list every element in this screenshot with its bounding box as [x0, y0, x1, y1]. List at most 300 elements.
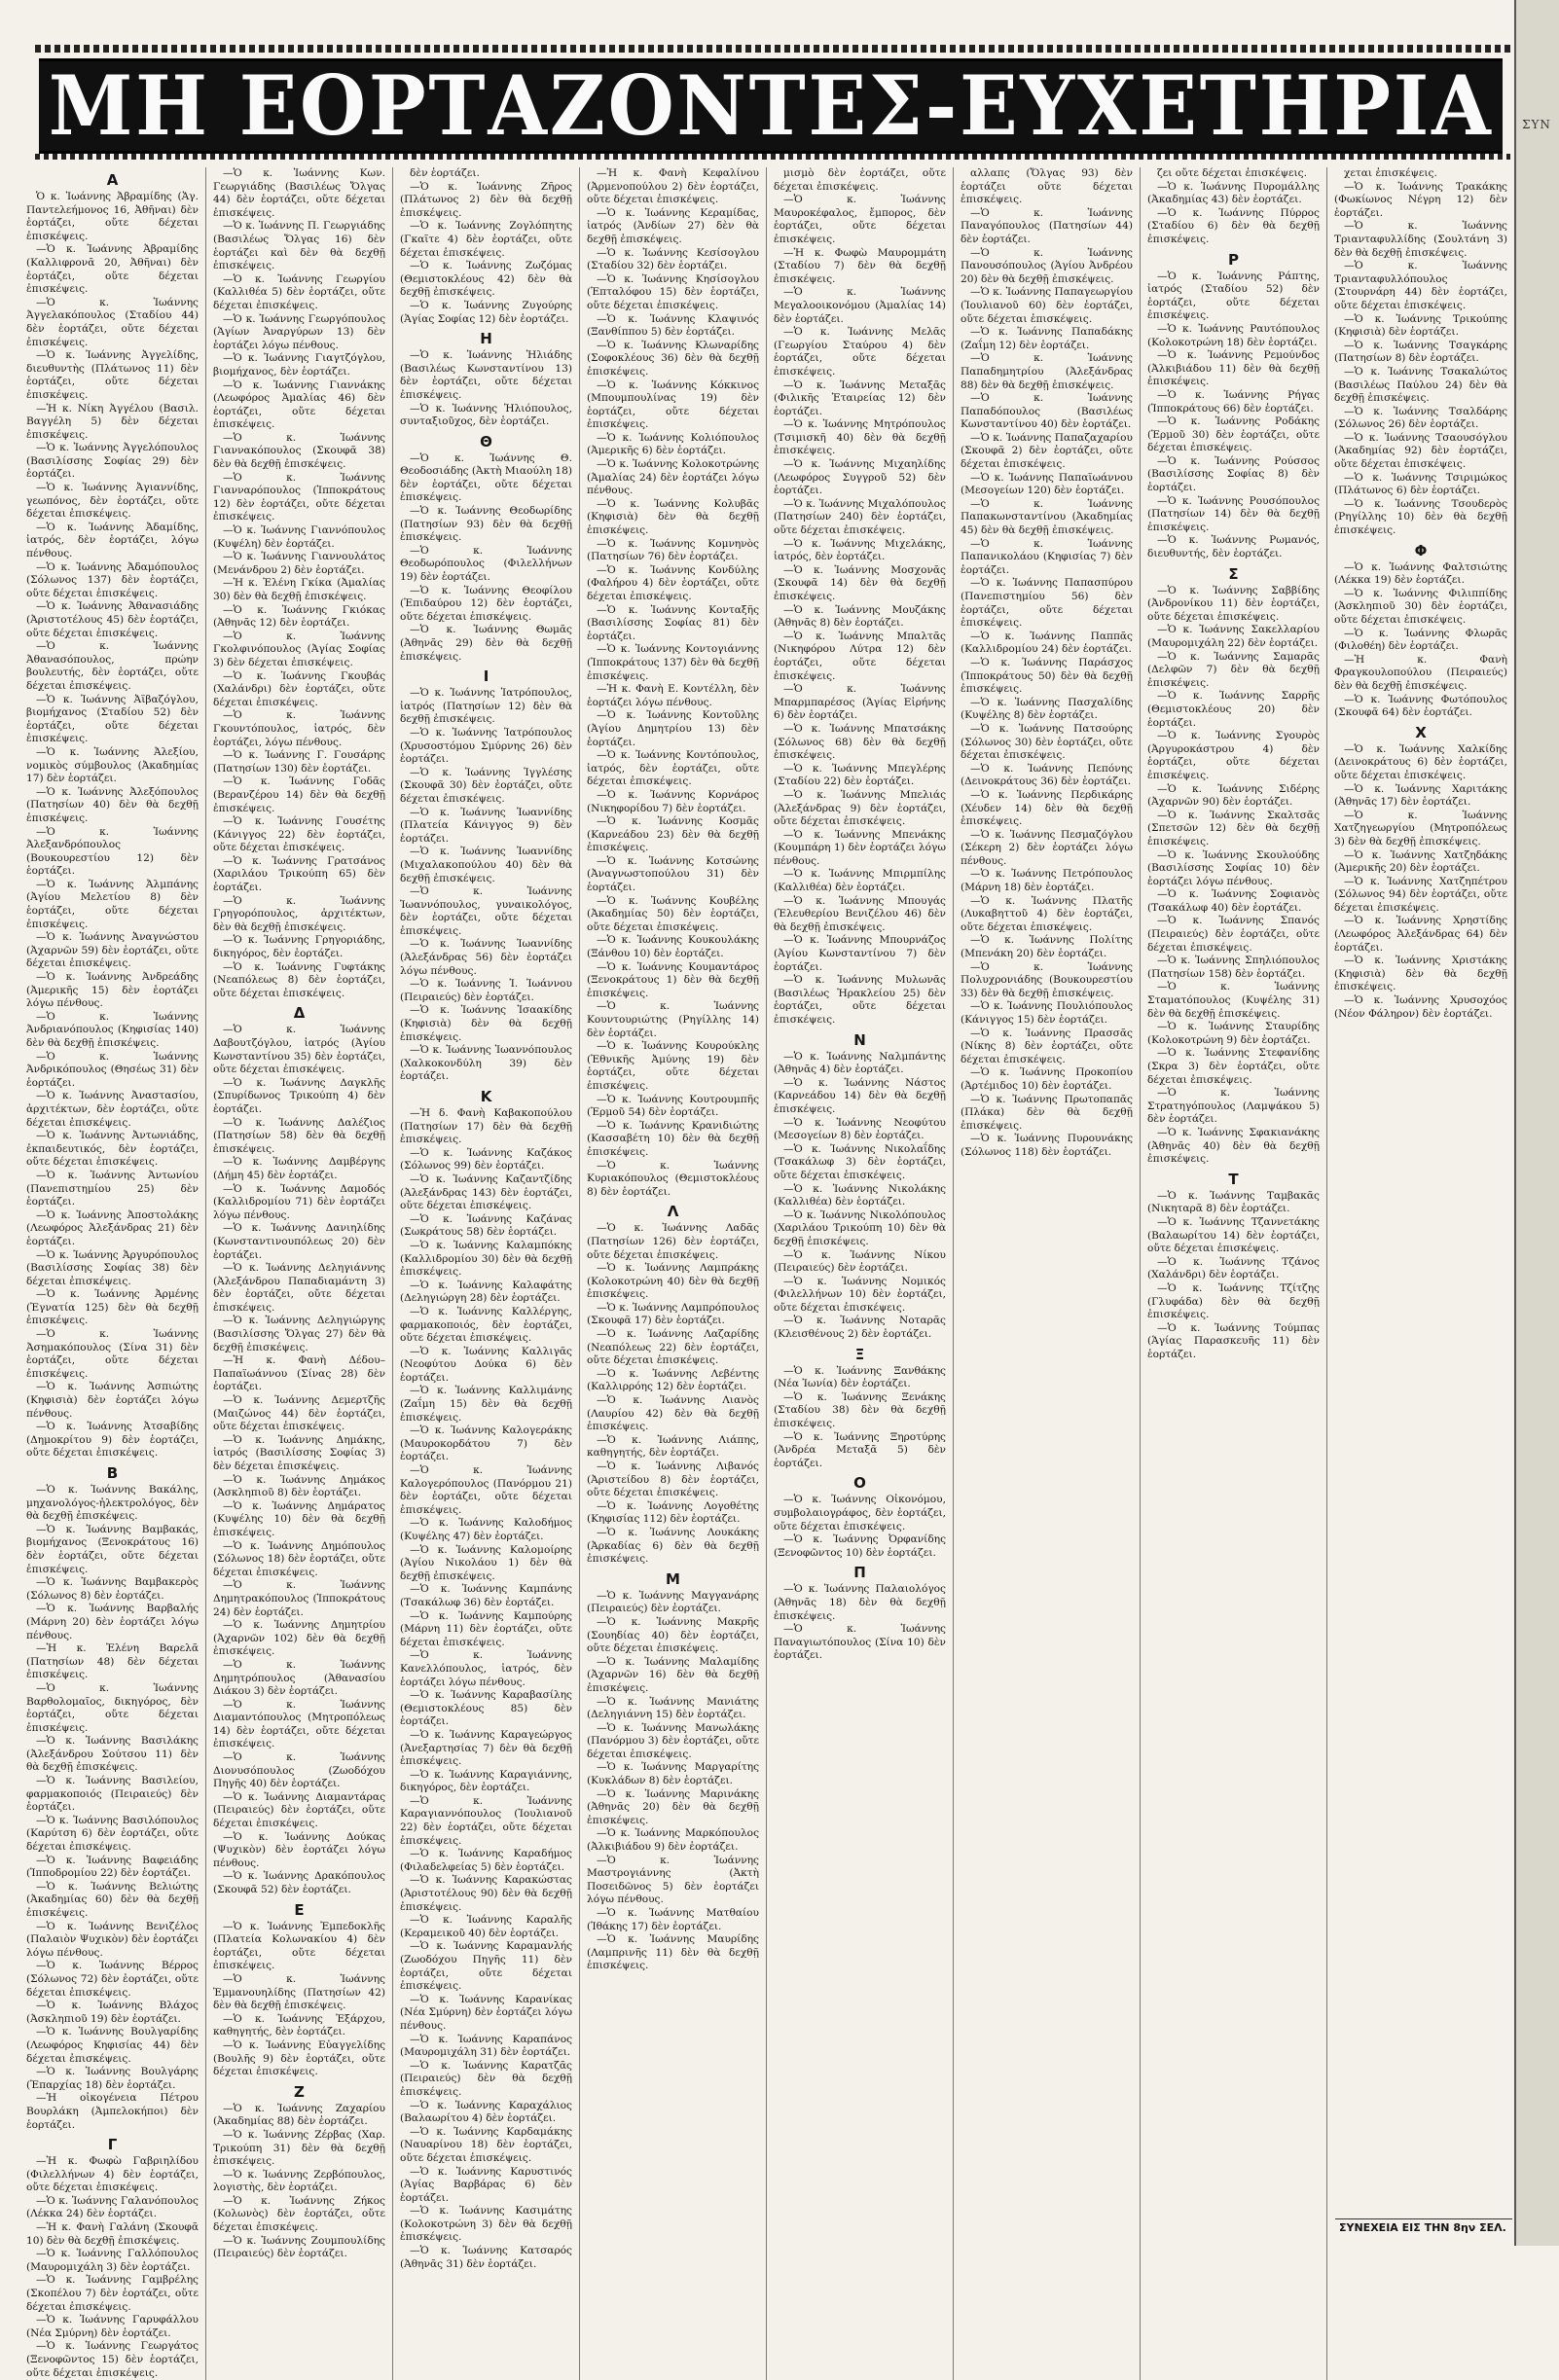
notice-entry: —Ὁ κ. Ἰωάννης Ρήγας (Ἱπποκράτους 66) δὲν ἑορτάζει. — [1147, 388, 1320, 415]
notice-entry: —Ὁ κ. Ἰωάννης Δαμβέργης (Δήμη 45) δὲν ἑορτάζει. — [213, 1156, 385, 1181]
notice-entry: —Ὁ κ. Ἰωάννης Καμπάνης (Τσακάλωφ 36) δὲν ἑορτάζει. — [400, 1583, 572, 1608]
notice-entry: —Ὁ κ. Ἰωάννης Δαλέζιος (Πατησίων 58) δὲν θὰ δεχθῇ ἐπισκέψεις. — [213, 1116, 385, 1155]
notice-entry: —Ὁ κ. Ἰωάννης Ἐμμανουηλίδης (Πατησίων 42) δὲν θὰ δεχθῇ ἐπισκέψεις. — [213, 1972, 385, 2012]
notice-entry: —Ὁ κ. Ἰωάννης Μπαρμπαρέσος (Ἁγίας Εἰρήνης 6) δὲν ἑορτάζει. — [774, 683, 946, 722]
notice-entry: —Ὁ κ. Ἰωάννης Ἀνδρικόπουλος (Θησέως 31) δὲν ἑορτάζει. — [26, 1050, 199, 1089]
notice-entry: —Ἡ κ. Ἑλένη Γκίκα (Ἀμαλίας 30) δὲν θὰ δεχθῇ ἐπισκέψεις. — [213, 577, 385, 602]
notice-entry: —Ὁ κ. Ἰωάννης Θεοδωρίδης (Πατησίων 93) δὲν θὰ δεχθῇ ἐπισκέψεις. — [400, 505, 572, 544]
notice-entry: —Ὁ κ. Ἰωάννης Σκαλτσᾶς (Σπετσῶν 12) δὲν θὰ δεχθῇ ἐπισκέψεις. — [1147, 809, 1320, 847]
notice-entry: —Ὁ κ. Ἰωάννης Θωμᾶς (Ἀθηνᾶς 29) δὲν θὰ δεχθῇ ἐπισκέψεις. — [400, 624, 572, 663]
notice-entry: —Ὁ κ. Ἰωάννης Μελᾶς (Γεωργίου Σταύρου 4) δὲν ἑορτάζει, οὔτε δέχεται ἐπισκέψεις. — [774, 326, 946, 378]
notice-entry: Ὁ κ. Ἰωάννης Ἀβραμίδης (Ἁγ. Παντελεήμονος 16, Ἀθῆναι) δὲν ἑορτάζει, οὔτε δέχεται ἐπισκέψεις. — [26, 191, 199, 242]
notice-entry: —Ὁ κ. Ἰωάννης Τσαλδάρης (Σόλωνος 26) δὲν ἑορτάζει. — [1334, 405, 1507, 431]
notice-entry: —Ὁ κ. Ἰωάννης Σπανός (Πειραιεύς) δὲν ἑορτάζει, οὔτε δέχεται ἐπισκέψεις. — [1147, 915, 1320, 954]
notice-entry: —Ὁ κ. Ἰωάννης Εὐαγγελίδης (Βουλῆς 9) δὲν ἑορτάζει, οὔτε δέχεται ἐπισκέψεις. — [213, 2038, 385, 2078]
notice-entry: —Ὁ κ. Ἰωάννης Μαυροκέφαλος, ἔμπορος, δὲν ἑορτάζει, οὔτε δέχεται ἐπισκέψεις. — [774, 194, 946, 245]
notice-entry: —Ὁ κ. Ἰωάννης Κουτρουμπῆς (Ἐρμοῦ 54) δὲν ἑορτάζει. — [587, 1093, 759, 1119]
notice-entry: —Ὁ κ. Ἰωάννης Δημητρόπουλος (Ἀθανασίου Διάκου 3) δὲν ἑορτάζει. — [213, 1658, 385, 1698]
notice-entry: —Ὁ κ. Ἰωάννης Κουντουριώτης (Ρηγίλλης 14) δὲν ἑορτάζει. — [587, 1000, 759, 1039]
notice-entry: —Ὁ κ. Ἰωάννης Κων. Γεωργιάδης (Βασιλέως Ὄλγας 44) δὲν ἑορτάζει, οὔτε δέχεται ἐπισκέψεις. — [213, 167, 385, 219]
notice-entry: —Ὁ κ. Ἰωάννης Ρούσσος (Βασιλίσσης Σοφίας 8) δὲν ἑορτάζει. — [1147, 454, 1320, 494]
notice-entry: —Ὁ κ. Ἰωάννης Γρηγορόπουλος, ἀρχιτέκτων, δὲν θὰ δεχθῇ ἐπισκέψεις. — [213, 894, 385, 933]
notice-entry: —Ὁ κ. Ἰωάννης Βαμβακερὸς (Σόλωνος 8) δὲν ἑορτάζει. — [26, 1576, 199, 1602]
notice-entry: —Ὁ κ. Ἰωάννης Παναγιωτόπουλος (Σίνα 10) δὲν ἑορτάζει. — [774, 1623, 946, 1662]
notice-entry: —Ὁ κ. Ἰωάννης Γαμβρέλης (Σκοπέλου 7) δὲν ἑορτάζει, οὔτε δέχεται ἐπισκέψεις. — [26, 2274, 199, 2313]
notice-entry: —Ὁ κ. Ἰωάννης Βαφειάδης (Ἱπποδρομίου 22) δὲν ἑορτάζει. — [26, 1854, 199, 1880]
notice-entry: —Ὁ κ. Ἰωάννης Ἀδαμόπουλος (Σόλωνος 137) δὲν ἑορτάζει, οὔτε δέχεται ἐπισκέψεις. — [26, 560, 199, 599]
notice-entry: —Ὁ κ. Ἰωάννης Χαλκίδης (Δεινοκράτους 6) δὲν ἑορτάζει, οὔτε δέχεται ἐπισκέψεις. — [1334, 742, 1507, 781]
notice-entry: —Ὁ κ. Ἰωάννης Ἀλεξανδρόπουλος (Βουκουρεστίου 12) δὲν ἑορτάζει. — [26, 825, 199, 878]
notice-entry: —Ὁ κ. Ἰωάννης Μπελιάς (Ἀλεξάνδρας 9) δὲν ἑορτάζει, οὔτε δέχεται ἐπισκέψεις. — [774, 788, 946, 828]
notice-entry: —Ὁ κ. Ἰωάννης Πύρρος (Σταδίου 6) δὲν θὰ δεχθῇ ἐπισκέψεις. — [1147, 206, 1320, 245]
notice-entry: —Ὁ κ. Ἰωάννης Χατζηπέτρου (Σόλωνος 94) δὲν ἑορτάζει, οὔτε δέχεται ἐπισκέψεις. — [1334, 875, 1507, 914]
notice-entry: —Ὁ κ. Ἰωάννης Τριανταφυλλίδης (Σουλτάνη 3) δὲν θὰ δεχθῇ ἐπισκέψεις. — [1334, 220, 1507, 259]
notice-entry: μισμὸ δὲν ἑορτάζει, οὔτε δέχεται ἐπισκέψεις. — [774, 167, 946, 193]
notice-entry: αλλαπς (Ὄλγας 93) δὲν ἑορτάζει οὔτε δέχεται ἐπισκέψεις. — [961, 167, 1133, 206]
notice-entry: —Ὁ κ. Ἰωάννης Καλαφάτης (Δεληγιώργη 28) δὲν ἑορτάζει. — [400, 1279, 572, 1305]
notice-entry: —Ὁ κ. Ἰωάννης Λαδᾶς (Πατησίων 126) δὲν ἑορτάζει, οὔτε δέχεται ἐπισκέψεις. — [587, 1222, 759, 1261]
notice-entry: —Ὁ κ. Ἰωάννης Παπαδόπουλος (Βασιλέως Κωνσταντίνου 40) δὲν ἑορτάζει. — [961, 392, 1133, 431]
notice-entry: —Ὁ κ. Ἰωάννης Καρανίκας (Νέα Σμύρνη) δὲν ἑορτάζει λόγω πένθους. — [400, 1993, 572, 2032]
notice-entry: —Ὁ κ. Ἰωάννης Βασιλόπουλος (Καρύτση 6) δὲν ἑορτάζει, οὔτε δέχεται ἐπισκέψεις. — [26, 1814, 199, 1854]
notice-entry: —Ὁ κ. Ἰωάννης Λαζαρίδης (Νεαπόλεως 22) δὲν ἑορτάζει, οὔτε δέχεται ἐπισκέψεις. — [587, 1328, 759, 1367]
notice-entry: —Ὁ κ. Ἰωάννης Κυριακόπουλος (Θεμιστοκλέους 8) δὲν ἑορτάζει. — [587, 1159, 759, 1198]
notice-entry: —Ὁ κ. Ἰωάννης Ἰσαακίδης (Κηφισιὰ) δὲν θὰ δεχθῇ ἐπισκέψεις. — [400, 1004, 572, 1043]
notice-entry: —Ὁ κ. Ἰωάννης Διονυσόπουλος (Ζωοδόχου Πηγῆς 40) δὲν ἑορτάζει. — [213, 1751, 385, 1790]
text-column — [580, 167, 767, 2380]
text-column — [767, 167, 954, 2380]
notice-entry: —Ὁ κ. Ἰωάννης Βαμβακάς, βιομήχανος (Ξενοκράτους 16) δὲν ἑορτάζει, οὔτε δέχεται ἐπισκέψεις. — [26, 1523, 199, 1575]
notice-entry: —Ὁ κ. Ἰωάννης Πετρόπουλος (Μάρνη 18) δὲν ἑορτάζει. — [961, 868, 1133, 894]
notice-entry: —Ὁ κ. Ἰωάννης Χρυσοχόος (Νέον Φάληρον) δὲν ἑορτάζει. — [1334, 994, 1507, 1020]
notice-entry: —Ὁ κ. Ἰωάννης Ἀγγελόπουλος (Βασιλίσσης Σοφίας 29) δὲν ἑορτάζει. — [26, 442, 199, 481]
notice-entry: —Ὁ κ. Ἰωάννης Μανιάτης (Δεληγιάννη 15) δὲν ἑορτάζει. — [587, 1695, 759, 1721]
notice-entry: —Ὁ κ. Ἰωάννης Ματθαίου (Ἰθάκης 17) δὲν ἑορτάζει. — [587, 1907, 759, 1932]
notice-entry: —Ὁ κ. Ἰωάννης Πεπόνης (Δεινοκράτους 36) δὲν ἑορτάζει. — [961, 762, 1133, 788]
notice-entry: —Ὁ κ. Ἰωάννης Ἰ. Ἰωάννου (Πειραιεύς) δὲν ἑορτάζει. — [400, 978, 572, 1003]
notice-entry: —Ὁ κ. Ἰωάννης Πλατῆς (Λυκαβηττοῦ 4) δὲν ἑορτάζει, οὔτε δέχεται ἐπισκέψεις. — [961, 894, 1133, 933]
notice-entry: —Ἡ κ. Φανὴ Γαλάνη (Σκουφᾶ 10) δὲν θὰ δεχθῇ ἐπισκέψεις. — [26, 2221, 199, 2247]
notice-entry: —Ὁ κ. Ἰωάννης Ζήκος (Κολωνὸς) δὲν ἑορτάζει, οὔτε δέχεται ἐπισκέψεις. — [213, 2194, 385, 2234]
notice-entry: —Ὁ κ. Ἰωάννης Κουμαντάρος (Ξενοκράτους 1) δὲν θὰ δεχθῇ ἐπισκέψεις. — [587, 960, 759, 999]
notice-entry: —Ὁ κ. Ἰωάννης Γρηγοριάδης, δικηγόρος, δὲν ἑορτάζει. — [213, 934, 385, 960]
notice-entry: —Ὁ κ. Ἰωάννης Ναλμπάντης (Ἀθηνᾶς 4) δὲν ἑορτάζει. — [774, 1050, 946, 1076]
notice-entry: —Ὁ κ. Ἰωάννης Δημάκος (Ἀσκληπιοῦ 8) δὲν ἑορτάζει. — [213, 1473, 385, 1499]
notice-entry: —Ὁ κ. Ἰωάννης Μητρόπουλος (Τσιμισκῆ 40) δὲν θὰ δεχθῇ ἐπισκέψεις. — [774, 418, 946, 457]
notice-entry: —Ὁ κ. Ἰωάννης Κουκουλάκης (Ξάνθου 10) δὲν ἑορτάζει. — [587, 934, 759, 960]
notice-entry: —Ὁ κ. Ἰωάννης Μαλαμίδης (Ἀχαρνῶν 16) δὲν θὰ δεχθῇ ἐπισκέψεις. — [587, 1655, 759, 1694]
notice-entry: —Ὁ κ. Ἰωάννης Πρωτοπαπᾶς (Πλάκα) δὲν θὰ δεχθῇ ἐπισκέψεις. — [961, 1093, 1133, 1132]
notice-entry: —Ὁ κ. Ἰωάννης Καραμανλής (Ζωοδόχου Πηγῆς 11) δὲν ἑορτάζει, οὔτε δέχεται ἐπισκέψεις. — [400, 1940, 572, 1993]
notice-entry: —Ὁ κ. Ἰωάννης Γκουβάς (Χαλάνδρι) δὲν ἑορτάζει, οὔτε δέχεται ἐπισκέψεις. — [213, 669, 385, 708]
notice-entry: —Ὁ κ. Ἰωάννης Δούκας (Ψυχικὸν) δὲν ἑορτάζει λόγω πένθους. — [213, 1830, 385, 1869]
notice-entry: —Ὁ κ. Ἰωάννης Ἀλμπάνης (Ἀγίου Μελετίου 8) δὲν ἑορτάζει, οὔτε δέχεται ἐπισκέψεις. — [26, 878, 199, 930]
notice-entry: —Ὁ κ. Ἰωάννης Κατσαρός (Ἀθηνᾶς 31) δὲν ἑορτάζει. — [400, 2245, 572, 2270]
notice-entry: —Ὁ κ. Ἰωάννης Γιαγτζόγλου, βιομήχανος, δὲν ἑορτάζει. — [213, 352, 385, 378]
notice-entry: —Ὁ κ. Ἰωάννης Μαργαρίτης (Κυκλάδων 8) δὲν ἑορτάζει. — [587, 1761, 759, 1787]
section-letter: Τ — [1228, 1170, 1239, 1188]
notice-entry: —Ἡ κ. Φανὴ Ε. Κοντέλλη, δὲν ἑορτάζει λόγω πένθους. — [587, 683, 759, 708]
notice-entry: δὲν ἑορτάζει. — [410, 167, 480, 179]
notice-entry: —Ὁ κ. Ἰωάννης Μεταξᾶς (Φιλικῆς Ἑταιρείας 12) δὲν ἑορτάζει. — [774, 379, 946, 417]
notice-entry: —Ὁ κ. Ἰωάννης Τριανταφυλλόπουλος (Στουρνάρη 44) δὲν ἑορτάζει, οὔτε δέχεται ἐπισκέψεις. — [1334, 260, 1507, 311]
notice-entry: —Ὁ κ. Ἰωάννης Ἀντωνιάδης, ἐκπαιδευτικός, δὲν ἑορτάζει, οὔτε δέχεται ἐπισκέψεις. — [26, 1130, 199, 1169]
notice-entry: —Ὁ κ. Ἰωάννης Ζερβόπουλος, λογιστὴς, δὲν ἑορτάζει. — [213, 2168, 385, 2194]
notice-entry: —Ὁ κ. Ἰωάννης Κασιμάτης (Κολοκοτρώνη 3) δὲν θὰ δεχθῇ ἐπισκέψεις. — [400, 2205, 572, 2244]
notice-entry: —Ὁ κ. Ἰωάννης Ἀϊβαζόγλου, βιομήχανος (Σταδίου 52) δὲν ἑορτάζει, οὔτε δέχεται ἐπισκέψεις. — [26, 693, 199, 745]
notice-entry: —Ὁ κ. Ἰωάννης Μαστρογιάννης (Ἀκτὴ Ποσειδῶνος 5) δὲν ἑορτάζει λόγω πένθους. — [587, 1854, 759, 1906]
notice-entry: —Ὁ κ. Ἰωάννης Ἀτσαβίδης (Δημοκρίτου 9) δὲν ἑορτάζει, οὔτε δέχεται ἐπισκέψεις. — [26, 1421, 199, 1460]
notice-entry: —Ὁ κ. Ἰωάννης Ἀναστασίου, ἀρχιτέκτων, δὲν ἑορτάζει, οὔτε δέχεται ἐπισκέψεις. — [26, 1090, 199, 1129]
notice-entry: —Ὁ κ. Ἰωάννης Κουρούκλης (Ἐθνικῆς Ἀμύνης 19) δὲν ἑορτάζει, οὔτε δέχεται ἐπισκέψεις. — [587, 1040, 759, 1092]
notice-entry: —Ὁ κ. Ἰωάννης Ταμβακᾶς (Νικηταρᾶ 8) δὲν ἑορτάζει. — [1147, 1189, 1320, 1215]
notice-entry: —Ὁ κ. Ἰωάννης Βασιλάκης (Ἀλεξάνδρου Σούτσου 11) δὲν θὰ δεχθῇ ἐπισκέψεις. — [26, 1735, 199, 1774]
notice-entry: —Ὁ κ. Ἰωάννης Πεσμαζόγλου (Σέκερη 2) δὲν ἑορτάζει λόγω πένθους. — [961, 828, 1133, 867]
notice-entry: —Ὁ κ. Ἰωάννης Ζωζόμας (Θεμιστοκλέους 42) δὲν θὰ δεχθῇ ἐπισκέψεις. — [400, 260, 572, 299]
notice-entry: —Ὁ κ. Ἰωάννης Παράσχος (Ἱπποκράτους 50) δὲν θὰ δεχθῇ ἐπισκέψεις. — [961, 656, 1133, 696]
notice-entry: —Ὁ κ. Ἰωάννης Λουκάκης (Ἀρκαδίας 6) δὲν θὰ δεχθῇ ἐπισκέψεις. — [587, 1526, 759, 1566]
page-title: ΜΗ ΕΟΡΤΑΖΟΝΤΕΣ-ΕΥΧΕΤΗΡΙΑ — [48, 57, 1494, 154]
notice-entry: —Ὁ κ. Ἰωάννης Λεβέντης (Καλλιρρόης 12) δὲν ἑορτάζει. — [587, 1367, 759, 1393]
notice-entry: —Ὁ κ. Ἰωάννης Σιδέρης (Ἀχαρνῶν 90) δὲν ἑορτάζει. — [1147, 782, 1320, 809]
notice-entry: —Ὁ κ. Ἰωάννης Κόκκινος (Μπουμπουλίνας 19) δὲν ἑορτάζει, οὔτε δέχεται ἐπισκέψεις. — [587, 379, 759, 431]
notice-entry: —Ὁ κ. Ἰωάννης Δημητρακόπουλος (Ἱπποκράτους 24) δὲν ἑορτάζει. — [213, 1579, 385, 1618]
notice-entry: —Ὁ κ. Ἰωάννης Οἰκονόμου, συμβολαιογράφος, δὲν ἑορτάζει, οὔτε δέχεται ἐπισκέψεις. — [774, 1494, 946, 1533]
notice-entry: —Ὁ κ. Ἰωάννης Ἀγγελίδης, διευθυντὴς (Πλάτωνος 11) δὲν ἑορτάζει, οὔτε δέχεται ἐπισκέψεις. — [26, 349, 199, 401]
notice-entry: —Ὁ κ. Ἰωάννης Ἰωαννίδης (Πλατεία Κάνιγγος 9) δὲν ἑορτάζει. — [400, 806, 572, 845]
notice-entry: —Ὁ κ. Ἰωάννης Μπουγάς (Ἐλευθερίου Βενιζέλου 46) δὲν θὰ δεχθῇ ἐπισκέψεις. — [774, 894, 946, 933]
notice-entry: —Ὁ κ. Ἰωάννης Τσουδερὸς (Ρηγίλλης 10) δὲν θὰ δεχθῇ ἐπισκέψεις. — [1334, 497, 1507, 537]
notice-entry: —Ὁ κ. Ἰωάννης Κουβέλης (Ἀκαδημίας 50) δὲν ἑορτάζει, οὔτε δέχεται ἐπισκέψεις. — [587, 894, 759, 933]
notice-entry: —Ὁ κ. Ἰωάννης Καλοδήμος (Κυψέλης 47) δὲν ἑορτάζει. — [400, 1517, 572, 1542]
notice-entry: χεται ἐπισκέψεις. — [1344, 167, 1437, 179]
notice-entry: —Ὁ κ. Ἰωάννης Θ. Θεοδοσιάδης (Ἀκτὴ Μιαούλη 18) δὲν ἑορτάζει, οὔτε δέχεται ἐπισκέψεις. — [400, 451, 572, 504]
notice-entry: —Ὁ κ. Ἰωάννης Ἀβραμίδης (Καλλιφρονᾶ 20, Ἀθῆναι) δὲν ἑορτάζει, οὔτε δέχεται ἐπισκέψεις. — [26, 243, 199, 296]
notice-entry: —Ὁ κ. Ἰωάννης Χατζηγεωργίου (Μητροπόλεως 3) δὲν θὰ δεχθῇ ἐπισκέψεις. — [1334, 809, 1507, 847]
text-column — [1327, 167, 1514, 2380]
notice-entry: —Ὁ κ. Ἰωάννης Σαμαρᾶς (Δελφῶν 7) δὲν θὰ δεχθῇ ἐπισκέψεις. — [1147, 650, 1320, 689]
notice-entry: —Ὁ κ. Ἰωάννης Τούμπας (Ἁγίας Παρασκευῆς 11) δὲν ἑορτάζει. — [1147, 1321, 1320, 1360]
notice-entry: —Ὁ κ. Ἰωάννης Ἀντωνίου (Πανεπιστημίου 25) δὲν ἑορτάζει. — [26, 1169, 199, 1208]
notice-entry: —Ὁ κ. Ἰωάννης Παπαϊωάννου (Μεσογείων 120) δὲν ἑορτάζει. — [961, 471, 1133, 497]
text-column — [1141, 167, 1327, 2380]
notice-entry: —Ὁ κ. Ἰωάννης Ἀνδριανόπουλος (Κηφισίας 140) δὲν θὰ δεχθῇ ἐπισκέψεις. — [26, 1010, 199, 1049]
notice-entry: —Ὁ κ. Ἰωάννης Ἐξάρχου, καθηγητής, δὲν ἑορτάζει. — [213, 2012, 385, 2038]
section-letter: Μ — [666, 1569, 680, 1588]
notice-entry: —Ὁ κ. Ἰωάννης Τρικούπης (Κηφισιὰ) δὲν ἑορτάζει. — [1334, 312, 1507, 339]
notice-entry: —Ὁ κ. Ἰωάννης Φιλιππίδης (Ἀσκληπιοῦ 30) δὲν ἑορτάζει, οὔτε δέχεται ἐπισκέψεις. — [1334, 587, 1507, 626]
notice-entry: —Ὁ κ. Ἰωάννης Σκουλούδης (Βασιλίσσης Σοφίας 10) δὲν ἑορτάζει λόγω πένθους. — [1147, 848, 1320, 887]
notice-entry: —Ὁ κ. Ἰωάννης Φλωρᾶς (Φιλοθέη) δὲν ἑορτάζει. — [1334, 627, 1507, 653]
notice-entry: —Ὁ κ. Ἰωάννης Ἀργυρόπουλος (Βασιλίσσης Σοφίας 38) δὲν δέχεται ἐπισκέψεις. — [26, 1248, 199, 1287]
notice-entry: —Ὁ κ. Ἰωάννης Μοσχονᾶς (Σκουφᾶ 14) δὲν θὰ δεχθῇ ἐπισκέψεις. — [774, 563, 946, 602]
text-column — [393, 167, 580, 2380]
adjacent-page-edge-text: ΣΥΝ — [1522, 118, 1551, 131]
section-letter: Ρ — [1228, 250, 1239, 269]
notice-entry: —Ὁ κ. Ἰωάννης Ροδάκης (Ἑρμοῦ 30) δὲν ἑορτάζει, οὔτε δέχεται ἐπισκέψεις. — [1147, 415, 1320, 454]
notice-entry: —Ὁ κ. Ἰωάννης Ἰατρόπουλος, ἰατρός (Πατησίων 12) δὲν θὰ δεχθῇ ἐπισκέψεις. — [400, 687, 572, 726]
notice-entry: —Ὁ κ. Ἰωάννης Γρατσάνος (Χαριλάου Τρικούπη 65) δὲν ἑορτάζει. — [213, 854, 385, 894]
notice-entry: —Ὁ κ. Ἰωάννης Βενιζέλος (Παλαιὸν Ψυχικὸν) δὲν ἑορτάζει λόγω πένθους. — [26, 1920, 199, 1959]
notice-entry: —Ὁ κ. Ἰωάννης Καζάνας (Σωκράτους 58) δὲν ἑορτάζει. — [400, 1212, 572, 1239]
notice-entry: —Ὁ κ. Ἰωάννης Βακάλης, μηχανολόγος-ἠλεκτρολόγος, δὲν θὰ δεχθῇ ἐπισκέψεις. — [26, 1484, 199, 1523]
notice-entry: —Ὁ κ. Ἰωάννης Κοντόπουλος, ἰατρός, δὲν ἑορτάζει, οὔτε δέχεται ἐπισκέψεις. — [587, 749, 759, 788]
notice-entry: —Ὁ κ. Ἰωάννης Ἀναγνώστου (Ἀχαρνῶν 59) δὲν ἑορτάζει, οὔτε δέχεται ἐπισκέψεις. — [26, 931, 199, 970]
section-letter: Β — [106, 1464, 119, 1482]
notice-entry: —Ὁ κ. Ἰωάννης Νάστος (Καρνεάδου 14) δὲν θὰ δεχθῇ ἐπισκέψεις. — [774, 1076, 946, 1115]
notice-entry: —Ὁ κ. Ἰωάννης Μπατσάκης (Σόλωνος 68) δὲν θὰ δεχθῇ ἐπισκέψεις. — [774, 722, 946, 762]
notice-entry: —Ἡ κ. Φανὴ Κεφαλίνου (Ἀρμενοπούλου 2) δὲν ἑορτάζει, οὔτε δέχεται ἐπισκέψεις. — [587, 167, 759, 206]
notice-entry: —Ὁ κ. Ἰωάννης Καζάκος (Σόλωνος 99) δὲν ἑορτάζει. — [400, 1146, 572, 1172]
notice-entry: —Ὁ κ. Ἰωάννης Γαλλόπουλος (Μαυρομιχάλη 3) δὲν ἑορτάζει. — [26, 2248, 199, 2273]
notice-entry: —Ὁ κ. Ἰωάννης Καλογεράκης (Μαυροκορδάτου 7) δὲν ἑορτάζει. — [400, 1424, 572, 1463]
notice-entry: —Ὁ κ. Ἰωάννης Μπουρνάζος (Ἀγίου Κωνσταντίνου 7) δὲν ἑορτάζει. — [774, 934, 946, 973]
notice-entry: —Ὁ κ. Ἰωάννης Παππᾶς (Καλλιδρομίου 24) δὲν ἑορτάζει. — [961, 630, 1133, 656]
notice-entry: —Ὁ κ. Ἰωάννης Ἀλεξίου, νομικὸς σύμβουλος (Ἀκαδημίας 17) δὲν ἑορτάζει. — [26, 745, 199, 785]
notice-entry: —Ὁ κ. Ἰωάννης Παπασπύρου (Πανεπιστημίου 56) δὲν ἑορτάζει, οὔτε δέχεται ἐπισκέψεις. — [961, 577, 1133, 630]
notice-entry: —Ὁ κ. Ἰωάννης Πυρουνάκης (Σόλωνος 118) δὲν ἑορτάζει. — [961, 1133, 1133, 1158]
notice-entry: —Ὁ κ. Ἰωάννης Δεληγιώργης (Βασιλίσσης Ὄλγας 27) δὲν θὰ δεχθῇ ἐπισκέψεις. — [213, 1315, 385, 1353]
notice-entry: —Ὁ κ. Ἰωάννης Καραλῆς (Κεραμεικοῦ 40) δὲν ἑορτάζει. — [400, 1914, 572, 1939]
notice-entry: —Ὁ κ. Ἰωάννης Ἀδαμίδης, ἰατρός, δὲν ἑορτάζει, λόγω πένθους. — [26, 521, 199, 560]
notice-entry: —Ὁ κ. Ἰωάννης Πολυχρονιάδης (Βουκουρεστίου 33) δὲν θὰ δεχθῇ ἐπισκέψεις. — [961, 960, 1133, 999]
notice-entry: —Ὁ κ. Ἰωάννης Μανωλάκης (Πανόρμου 3) δὲν ἑορτάζει, οὔτε δέχεται ἐπισκέψεις. — [587, 1721, 759, 1760]
notice-entry: —Ὁ κ. Ἰωάννης Γκουντόπουλος, ἰατρός, δὲν ἑορτάζει, λόγω πένθους. — [213, 709, 385, 748]
notice-entry: ζει οὔτε δέχεται ἐπισκέψεις. — [1157, 167, 1307, 179]
notice-entry: —Ὁ κ. Ἰωάννης Π. Γεωργιάδης (Βασιλέως Ὄλγας 16) δὲν ἑορτάζει καὶ δὲν θὰ δεχθῇ ἐπισκέψεις. — [213, 220, 385, 272]
notice-entry: —Ὁ κ. Ἰωάννης Δαγκλῆς (Σπυρίδωνος Τρικούπη 4) δὲν ἑορτάζει. — [213, 1076, 385, 1115]
notice-entry: —Ὁ κ. Ἰωάννης Μαυρίδης (Λαμπρινῆς 11) δὲν θὰ δεχθῇ ἐπισκέψεις. — [587, 1933, 759, 1972]
notice-entry: —Ὁ κ. Ἰωάννης Ἰγγλέσης (Σκουφᾶ 30) δὲν ἑορτάζει, οὔτε δέχεται ἐπισκέψεις. — [400, 766, 572, 805]
notice-entry: —Ὁ κ. Ἰωάννης Ἀποστολάκης (Λεωφόρος Ἀλεξάνδρας 21) δὲν ἑορτάζει. — [26, 1208, 199, 1247]
notice-entry: —Ὁ κ. Ἰωάννης Διαμαντόπουλος (Μητροπόλεως 14) δὲν ἑορτάζει, οὔτε δέχεται ἐπισκέψεις. — [213, 1698, 385, 1750]
notice-entry: —Ὁ κ. Ἰωάννης Πυρομάλλης (Ἀκαδημίας 43) δὲν ἑορτάζει. — [1147, 180, 1320, 206]
section-letter: Ι — [483, 667, 489, 686]
notice-entry: —Ὁ κ. Ἰωάννης Γεωργίου (Καλλιθέα 5) δὲν ἑορτάζει, οὔτε δέχεται ἐπισκέψεις. — [213, 272, 385, 311]
notice-entry: —Ὁ κ. Ἰωάννης Ρουσόπουλος (Πατησίων 14) δὲν θὰ δεχθῇ ἐπισκέψεις. — [1147, 494, 1320, 533]
notice-entry: —Ὁ κ. Ἰωάννης Γιαννουλάτος (Μενάνδρου 2) δὲν ἑορτάζει. — [213, 551, 385, 576]
notice-entry: —Ὁ κ. Ἰωάννης Κολυβᾶς (Κηφισιὰ) δὲν θὰ δεχθῇ ἐπισκέψεις. — [587, 497, 759, 537]
notice-entry: —Ὁ κ. Ἰωάννης Περδικάρης (Χέυδεν 14) δὲν θὰ δεχθῇ ἐπισκέψεις. — [961, 788, 1133, 828]
notice-entry: —Ὁ κ. Ἰωάννης Μουζάκης (Ἀθηνᾶς 8) δὲν ἑορτάζει. — [774, 603, 946, 630]
notice-entry: —Ὁ κ. Ἰωάννης Ξηροτύρης (Ἀνδρέα Μεταξᾶ 5) δὲν ἑορτάζει. — [774, 1430, 946, 1469]
notice-entry: —Ἡ κ. Φανὴ Δέδου–Παπαϊωάννου (Σίνας 28) δὲν ἑορτάζει. — [213, 1354, 385, 1393]
title-banner — [39, 58, 1503, 154]
notice-entry: —Ὁ κ. Ἰωάννης Νεοφύτου (Μεσογείων 8) δὲν ἑορτάζει. — [774, 1116, 946, 1142]
notice-entry: —Ὁ κ. Ἰωάννης Νικολόπουλος (Χαριλάου Τρικούπη 10) δὲν θὰ δεχθῇ ἐπισκέψεις. — [774, 1208, 946, 1247]
notice-entry: —Ὁ κ. Ἰωάννης Κοντογιάννης (Ἰπποκράτους 137) δὲν θὰ δεχθῇ ἐπισκέψεις. — [587, 643, 759, 682]
notice-entry: —Ὁ κ. Ἰωάννης Κοντοῦλης (Ἀγίου Δημητρίου 13) δὲν ἑορτάζει. — [587, 709, 759, 748]
notice-entry: —Ὁ κ. Ἰωάννης Καλλιγᾶς (Νεοφύτου Δούκα 6) δὲν ἑορτάζει. — [400, 1345, 572, 1384]
notice-entry: —Ὁ κ. Ἰωάννης Σγουρὸς (Ἀργυροκάστρου 4) δὲν ἑορτάζει, οὔτε δέχεται ἐπισκέψεις. — [1147, 730, 1320, 781]
notice-entry: —Ὁ κ. Ἰωάννης Μπενάκης (Κουμπάρη 1) δὲν ἑορτάζει λόγω πένθους. — [774, 828, 946, 867]
notice-entry: —Ὁ κ. Ἰωάννης Καραπάνος (Μαυρομιχάλη 31) δὲν ἑορτάζει. — [400, 2033, 572, 2059]
notice-entry: —Ὁ κ. Ἰωάννης Πρασσᾶς (Νίκης 8) δὲν ἑορτάζει, οὔτε δέχεται ἐπισκέψεις. — [961, 1027, 1133, 1065]
notice-entry: —Ὁ κ. Ἰωάννης Βέρρος (Σόλωνος 72) δὲν ἑορτάζει, οὔτε δέχεται ἐπισκέψεις. — [26, 1960, 199, 1999]
notice-entry: —Ὁ κ. Ἰωάννης Καρυστινός (Ἀγίας Βαρβάρας 6) δὲν ἑορτάζει. — [400, 2165, 572, 2204]
notice-entry: —Ὁ κ. Ἰωάννης Μιχαλόπουλος (Πατησίων 240) δὲν ἑορτάζει, οὔτε δέχεται ἐπισκέψεις. — [774, 497, 946, 537]
notice-entry: —Ὁ κ. Ἰωάννης Λιανὸς (Λαυρίου 42) δὲν θὰ δεχθῇ ἐπισκέψεις. — [587, 1394, 759, 1433]
notice-entry: —Ὁ κ. Ἰωάννης Ζέρβας (Χαρ. Τρικούπη 31) δὲν θὰ δεχθῇ ἐπισκέψεις. — [213, 2128, 385, 2168]
notice-entry: —Ὁ κ. Ἰωάννης Μαρκόπουλος (Ἀλκιβιάδου 9) δὲν ἑορτάζει. — [587, 1827, 759, 1854]
notice-entry: —Ὁ κ. Ἰωάννης Ἠλιόπουλος, συνταξιοῦχος, δὲν ἑορτάζει. — [400, 402, 572, 428]
section-letter: Ε — [294, 1900, 305, 1919]
notice-entry: —Ὁ κ. Ἰωάννης Χαριτάκης (Ἀθηνᾶς 17) δὲν ἑορτάζει. — [1334, 782, 1507, 809]
notice-entry: —Ὁ κ. Ἰωάννης Καλογερόπουλος (Πανόρμου 21) δὲν ἑορτάζει, οὔτε δέχεται ἐπισκέψεις. — [400, 1464, 572, 1516]
notice-entry: —Ὁ κ. Ἰωάννης Ἰωαννίδης (Ἀλεξάνδρας 56) δὲν ἑορτάζει λόγω πένθους. — [400, 938, 572, 977]
notice-entry: —Ὁ κ. Ἰωάννης Καλαμπόκης (Καλλιδρομίου 30) δὲν θὰ δεχθῇ ἐπισκέψεις. — [400, 1239, 572, 1279]
notice-entry: —Ὁ κ. Ἰωάννης Πατσούρης (Σόλωνος 30) δὲν ἑορτάζει, οὔτε δέχεται ἐπισκέψεις. — [961, 722, 1133, 762]
notice-entry: —Ἡ κ. Φωφὼ Γαβριηλίδου (Φιλελλήνων 4) δὲν ἑορτάζει, οὔτε δέχεται ἐπισκέψεις. — [26, 2155, 199, 2194]
notice-entry: —Ὁ κ. Ἰωάννης Φωτόπουλος (Σκουφᾶ 64) δὲν ἑορτάζει. — [1334, 693, 1507, 719]
notice-entry: —Ὁ κ. Ἰωάννης Κεραμίδας, ἰατρός (Ἀνδίων 27) δὲν θὰ δεχθῇ ἐπισκέψεις. — [587, 206, 759, 245]
notice-entry: —Ὁ κ. Ἰωάννης Κεσίσογλου (Σταδίου 32) δὲν ἑορτάζει. — [587, 246, 759, 272]
notice-entry: —Ὁ κ. Ἰωάννης Γοδᾶς (Βερανζέρου 14) δὲν θὰ δεχθῇ ἐπισκέψεις. — [213, 775, 385, 814]
notice-entry: —Ὁ κ. Ἰωάννης Λογοθέτης (Κηφισίας 112) δὲν ἑορτάζει. — [587, 1499, 759, 1526]
notice-entry: —Ὁ κ. Ἰωάννης Ξανθάκης (Νέα Ἰωνία) δὲν ἑορτάζει. — [774, 1364, 946, 1390]
notice-entry: —Ὁ κ. Ἰωάννης Καρδαμάκης (Ναυαρίνου 18) δὲν ἑορτάζει, οὔτε δέχεται ἐπισκέψεις. — [400, 2125, 572, 2164]
notice-entry: —Ὁ κ. Ἰωάννης Σταματόπουλος (Κυψέλης 31) δὲν θὰ δεχθῇ ἐπισκέψεις. — [1147, 981, 1320, 1020]
notice-entry: —Ὁ κ. Ἰωάννης Ξενάκης (Σταδίου 38) δὲν θὰ δεχθῇ ἐπισκέψεις. — [774, 1390, 946, 1430]
notice-entry: —Ὁ κ. Ἰωάννης Κορνάρος (Νικηφορίδου 7) δὲν ἑορτάζει. — [587, 788, 759, 814]
notice-entry: —Ὁ κ. Ἰωάννης Καμπούρης (Μάρνη 11) δὲν ἑορτάζει, οὔτε δέχεται ἐπισκέψεις. — [400, 1609, 572, 1648]
notice-entry: —Ὁ κ. Ἰωάννης Δημητρίου (Ἀχαρνῶν 102) δὲν θὰ δεχθῇ ἐπισκέψεις. — [213, 1619, 385, 1658]
notice-entry: —Ὁ κ. Ἰωάννης Ζυγούρης (Ἁγίας Σοφίας 12) δὲν ἑορτάζει. — [400, 299, 572, 325]
notice-entry: —Ὁ κ. Ἰωάννης Ἰωαννόπουλος (Χαλκοκονδύλη 39) δὲν ἑορτάζει. — [400, 1044, 572, 1083]
notice-entry: —Ἡ κ. Ἑλένη Βαρελᾶ (Πατησίων 48) δὲν δέχεται ἐπισκέψεις. — [26, 1642, 199, 1681]
section-letter: Η — [480, 330, 492, 348]
notice-entry: —Ὁ κ. Ἰωάννης Δεμερτζῆς (Μαιζώνος 44) δὲν ἑορτάζει, οὔτε δέχεται ἐπισκέψεις. — [213, 1394, 385, 1433]
text-columns — [19, 167, 1514, 2379]
notice-entry: —Ὁ κ. Ἰωάννης Γιανναρόπουλος (Ἱπποκράτους 12) δὲν ἑορτάζει, οὔτε δέχεται ἐπισκέψεις. — [213, 471, 385, 523]
notice-entry: —Ὁ κ. Ἰωάννης Λιάπης, καθηγητής, δὲν ἑορτάζει. — [587, 1433, 759, 1460]
notice-entry: —Ὁ κ. Ἰωάννης Κλαψινός (Ξανθίππου 5) δὲν ἑορτάζει. — [587, 312, 759, 339]
notice-entry: —Ὁ κ. Ἰωάννης Ζογλόπητης (Γκαῖτε 4) δὲν ἑορτάζει, οὔτε δέχεται ἐπισκέψεις. — [400, 220, 572, 259]
section-letter: Σ — [1228, 564, 1239, 583]
notice-entry: —Ὁ κ. Ἰωάννης Τσακαλώτος (Βασιλέως Παύλου 24) δὲν θὰ δεχθῇ ἐπισκέψεις. — [1334, 365, 1507, 405]
notice-entry: —Ὁ κ. Ἰωάννης Μυλωνᾶς (Βασιλέως Ἡρακλείου 25) δὲν ἑορτάζει, οὔτε δέχεται ἐπισκέψεις. — [774, 974, 946, 1026]
notice-entry: —Ὁ κ. Ἰωάννης Κρανιδιώτης (Κασσαβέτη 10) δὲν θὰ δεχθῇ ἐπισκέψεις. — [587, 1119, 759, 1158]
notice-entry: —Ὁ κ. Ἰωάννης Παπακωνσταντίνου (Ἀκαδημίας 45) δὲν θὰ δεχθῇ ἐπισκέψεις. — [961, 497, 1133, 537]
bottom-dotted-rule — [35, 154, 1510, 160]
notice-entry: —Ὁ κ. Ἰωάννης Γκιόκας (Ἀθηνᾶς 12) δὲν ἑορτάζει. — [213, 603, 385, 630]
notice-entry: —Ὁ κ. Ἰωάννης Στεφανίδης (Σκρα 3) δὲν ἑορτάζει, οὔτε δέχεται ἐπισκέψεις. — [1147, 1047, 1320, 1086]
notice-entry: —Ὁ κ. Ἰωάννης Προκοπίου (Ἀρτέμιδος 10) δὲν ἑορτάζει. — [961, 1066, 1133, 1092]
notice-entry: —Ὁ κ. Ἰωάννης Κανελλόπουλος, ἰατρός, δὲν ἑορτάζει λόγω πένθους. — [400, 1649, 572, 1688]
notice-entry: —Ὁ κ. Ἰωάννης Μαγγανάρης (Πειραιεύς) δὲν ἑορτάζει. — [587, 1589, 759, 1615]
notice-entry: —Ὁ κ. Ἰωάννης Λαμπρόπουλος (Σκουφᾶ 17) δὲν ἑορτάζει. — [587, 1301, 759, 1327]
notice-entry: —Ἡ δ. Φανὴ Καβακοπούλου (Πατησίων 17) δὲν θὰ δεχθῇ ἐπισκέψεις. — [400, 1107, 572, 1146]
notice-entry: —Ὁ κ. Ἰωάννης Κονταξῆς (Βασιλίσσης Σοφίας 81) δὲν ἑορτάζει. — [587, 603, 759, 642]
section-letter: Ο — [853, 1474, 866, 1493]
notice-entry: —Ὁ κ. Ἰωάννης Ράπτης, ἰατρός (Σταδίου 52) δὲν ἑορτάζει, οὔτε δέχεται ἐπισκέψεις. — [1147, 270, 1320, 322]
notice-entry: —Ὁ κ. Ἰωάννης Διαμαντάρας (Πειραιεύς) δὲν ἑορτάζει, οὔτε δέχεται ἐπισκέψεις. — [213, 1790, 385, 1830]
notice-entry: —Ὁ κ. Ἰωάννης Ἰωαννόπουλος, γυναικολόγος, δὲν ἑορτάζει, οὔτε δέχεται ἐπισκέψεις. — [400, 885, 572, 937]
notice-entry: —Ὁ κ. Ἰωάννης Ἐμπεδοκλῆς (Πλατεία Κολωνακίου 4) δὲν ἑορτάζει, οὔτε δέχεται ἐπισκέψεις. — [213, 1920, 385, 1972]
text-column — [19, 167, 206, 2380]
notice-entry: —Ὁ κ. Ἰωάννης Ἀθανασόπουλος, πρώην βουλευτής, δὲν ἑορτάζει, οὔτε δέχεται ἐπισκέψεις. — [26, 640, 199, 692]
notice-entry: —Ἡ κ. Φανὴ Φραγκουλοπούλου (Πειραιεύς) δὲν θὰ δεχθῇ ἐπισκέψεις. — [1334, 653, 1507, 692]
top-dotted-rule — [35, 45, 1510, 53]
notice-entry: —Ὁ κ. Ἰωάννης Ἰωαννίδης (Μιχαλακοπούλου 40) δὲν θὰ δεχθῇ ἐπισκέψεις. — [400, 846, 572, 884]
notice-entry: —Ὁ κ. Ἰωάννης Γεωργάτος (Ξενοφῶντος 15) δὲν ἑορτάζει, οὔτε δέχεται ἐπισκέψεις. — [26, 2340, 199, 2379]
section-letter: Θ — [480, 432, 492, 451]
notice-entry: —Ὁ κ. Ἰωάννης Γαρυφάλλου (Νέα Σμύρνη) δὲν ἑορτάζει. — [26, 2314, 199, 2339]
notice-entry: —Ὁ κ. Ἰωάννης Νομικός (Φιλελλήνων 10) δὲν ἑορτάζει, οὔτε δέχεται ἐπισκέψεις. — [774, 1275, 946, 1314]
notice-entry: —Ὁ κ. Ἰωάννης Σαββίδης (Ἀνδρονίκου 11) δὲν ἑορτάζει, οὔτε δέχεται ἐπισκέψεις. — [1147, 584, 1320, 623]
section-letter: Ξ — [854, 1345, 865, 1363]
notice-entry: —Ὁ κ. Ἰωάννης Σακελλαρίου (Μαυρομιχάλη 22) δὲν ἑορτάζει. — [1147, 624, 1320, 649]
notice-entry: —Ὁ κ. Ἰωάννης Κομνηνὸς (Πατησίων 76) δὲν ἑορτάζει. — [587, 537, 759, 563]
notice-entry: —Ἡ κ. Φωφὼ Μαυρομμάτη (Σταδίου 7) δὲν θὰ δεχθῇ ἐπισκέψεις. — [774, 246, 946, 285]
notice-entry: —Ὁ κ. Ἰωάννης Φαλτσιώτης (Λέκκα 19) δὲν ἑορτάζει. — [1334, 560, 1507, 587]
notice-entry: —Ὁ κ. Ἰωάννης Πουλιόπουλος (Κάνιγγος 15) δὲν ἑορτάζει. — [961, 1000, 1133, 1026]
notice-entry: —Ὁ κ. Ἰωάννης Χρηστίδης (Λεωφόρος Ἀλεξάνδρας 64) δὲν ἑορτάζει. — [1334, 915, 1507, 954]
notice-entry: —Ὁ κ. Ἰωάννης Τσαουσόγλου (Ἀκαδημίας 92) δὲν ἑορτάζει, οὔτε δέχεται ἐπισκέψεις. — [1334, 431, 1507, 471]
notice-entry: —Ὁ κ. Ἰωάννης Τζάνος (Χαλάνδρι) δὲν ἑορτάζει. — [1147, 1255, 1320, 1281]
adjacent-page-edge — [1514, 0, 1559, 2246]
notice-entry: —Ὁ κ. Ἰωάννης Γαλανόπουλος (Λέκκα 24) δὲν ἑορτάζει. — [26, 2194, 199, 2220]
notice-entry: —Ὁ κ. Ἰωάννης Νίκου (Πειραιεύς) δὲν ἑορτάζει. — [774, 1248, 946, 1275]
notice-entry: —Ὁ κ. Ἰωάννης Σοφιανὸς (Τσακάλωφ 40) δὲν ἑορτάζει. — [1147, 888, 1320, 914]
notice-entry: —Ὁ κ. Ἰωάννης Δεληγιάννης (Ἀλεξάνδρου Παπαδιαμάντη 3) δὲν ἑορτάζει, οὔτε δέχεται ἐπισκέψεις. — [213, 1262, 385, 1314]
notice-entry: —Ὁ κ. Ἰωάννης Ἀσημακόπουλος (Σίνα 31) δὲν ἑορτάζει, οὔτε δέχεται ἐπισκέψεις. — [26, 1328, 199, 1380]
notice-entry: —Ὁ κ. Ἰωάννης Κησίσογλου (Ἐπταλόφου 15) δὲν ἑορτάζει, οὔτε δέχεται ἐπισκέψεις. — [587, 272, 759, 311]
notice-entry: —Ὁ κ. Ἰωάννης Ἀρμένης (Ἐγνατία 125) δὲν θὰ δεχθῇ ἐπισκέψεις. — [26, 1288, 199, 1327]
text-column — [954, 167, 1141, 2380]
notice-entry: —Ὁ κ. Ἰωάννης Κονδύλης (Φαλήρου 4) δὲν ἑορτάζει, οὔτε δέχεται ἐπισκέψεις. — [587, 563, 759, 602]
notice-entry: —Ὁ κ. Ἰωάννης Μεγαλοοικονόμου (Ἀμαλίας 14) δὲν ἑορτάζει. — [774, 286, 946, 325]
section-letter: Φ — [1414, 541, 1428, 559]
notice-entry: —Ὁ κ. Ἰωάννης Στρατηγόπουλος (Λαμψάκου 5) δὲν ἑορτάζει. — [1147, 1087, 1320, 1126]
notice-entry: —Ὁ κ. Ἰωάννης Καρακώστας (Ἀριστοτέλους 90) δὲν θὰ δεχθῇ ἐπισκέψεις. — [400, 1874, 572, 1913]
notice-entry: —Ὁ κ. Ἰωάννης Δανιηλίδης (Κωνσταντινουπόλεως 20) δὲν ἑορτάζει. — [213, 1222, 385, 1261]
notice-entry: —Ὁ κ. Ἰωάννης Μιχελάκης, ἰατρός, δὲν ἑορτάζει. — [774, 537, 946, 563]
notice-entry: —Ὁ κ. Ἰωάννης Βασιλείου, φαρμακοποιός (Πειραιεύς) δὲν ἑορτάζει. — [26, 1775, 199, 1814]
notice-entry: —Ὁ κ. Ἰωάννης Νικολάκης (Καλλιθέα) δὲν ἑορτάζει. — [774, 1182, 946, 1208]
notice-entry: —Ὁ κ. Ἰωάννης Βουλγαρίδης (Λεωφόρος Κηφισίας 44) δὲν δέχεται ἐπισκέψεις. — [26, 2026, 199, 2065]
notice-entry: —Ὁ κ. Ἰωάννης Παπαζαχαρίου (Σκουφᾶ 2) δὲν ἑορτάζει, οὔτε δέχεται ἐπισκέψεις. — [961, 431, 1133, 471]
notice-entry: —Ὁ κ. Ἰωάννης Κολοκοτρώνης (Ἀμαλίας 24) δὲν ἑορτάζει λόγω πένθους. — [587, 458, 759, 497]
notice-entry: —Ὁ κ. Ἰωάννης Ζουμπουλίδης (Πειραιεύς) δὲν ἑορτάζει. — [213, 2234, 385, 2260]
notice-entry: —Ὁ κ. Ἰωάννης Θεοφίλου (Ἐπιδαύρου 12) δὲν ἑορτάζει, οὔτε δέχεται ἐπισκέψεις. — [400, 584, 572, 623]
notice-entry: —Ὁ κ. Ἰωάννης Σταυρίδης (Κολοκοτρώνη 9) δὲν ἑορτάζει. — [1147, 1021, 1320, 1046]
notice-entry: —Ὁ κ. Ἰωάννης Ζαχαρίου (Ἀκαδημίας 88) δὲν ἑορτάζει. — [213, 2102, 385, 2128]
notice-entry: —Ὁ κ. Ἰωάννης Ἀσπιώτης (Κηφισιὰ) δὲν ἑορτάζει λόγω πένθους. — [26, 1381, 199, 1420]
notice-entry: —Ὁ κ. Ἰωάννης Παπαδημητρίου (Ἀλεξάνδρας 88) δὲν θὰ δεχθῇ ἐπισκέψεις. — [961, 352, 1133, 391]
notice-entry: —Ὁ κ. Ἰωάννης Βελιώτης (Ἀκαδημίας 60) δὲν θὰ δεχθῇ ἐπισκέψεις. — [26, 1880, 199, 1919]
notice-entry: —Ὁ κ. Ἰωάννης Δημάρατος (Κυψέλης 10) δὲν θὰ δεχθῇ ἐπισκέψεις. — [213, 1499, 385, 1538]
notice-entry: —Ὁ κ. Ἰωάννης Λιβανός (Ἀριστείδου 8) δὲν ἑορτάζει, οὔτε δέχεται ἐπισκέψεις. — [587, 1460, 759, 1499]
notice-entry: —Ὁ κ. Ἰωάννης Σπηλιόπουλος (Πατησίων 158) δὲν ἑορτάζει. — [1147, 955, 1320, 980]
notice-entry: —Ὁ κ. Ἰωάννης Τζίτζης (Γλυφάδα) δὲν θὰ δεχθῇ ἐπισκέψεις. — [1147, 1281, 1320, 1321]
notice-entry: —Ὁ κ. Ἰωάννης Μιχαηλίδης (Λεωφόρος Συγγροῦ 52) δὲν ἑορτάζει. — [774, 458, 946, 497]
notice-entry: —Ἡ κ. Νίκη Ἀγγέλου (Βασιλ. Βαγγέλη 5) δὲν δέχεται ἐπισκέψεις. — [26, 402, 199, 441]
notice-entry: —Ὁ κ. Ἰωάννης Παπανικολάου (Κηφισίας 7) δὲν ἑορτάζει. — [961, 537, 1133, 576]
notice-entry: —Ὁ κ. Ἰωάννης Τζαννετάκης (Βαλαωρίτου 14) δὲν ἑορτάζει, οὔτε δέχεται ἐπισκέψεις. — [1147, 1215, 1320, 1255]
notice-entry: —Ὁ κ. Ἰωάννης Χατζηδάκης (Ἀμερικῆς 20) δὲν ἑορτάζει. — [1334, 848, 1507, 875]
notice-entry: —Ὁ κ. Ἰωάννης Παπαδάκης (Ζαΐμη 12) δὲν ἑορτάζει. — [961, 326, 1133, 351]
notice-entry: —Ὁ κ. Ἰωάννης Δημάκης, ἰατρός (Βασιλίσσης Σοφίας 3) δὲν δέχεται ἐπισκέψεις. — [213, 1433, 385, 1472]
notice-entry: —Ὁ κ. Ἰωάννης Γιαννόπουλος (Κυψέλη) δὲν ἑορτάζει. — [213, 524, 385, 550]
notice-entry: —Ὁ κ. Ἰωάννης Δημόπουλος (Σόλωνος 18) δὲν ἑορτάζει, οὔτε δέχεται ἐπισκέψεις. — [213, 1539, 385, 1578]
notice-entry: —Ὁ κ. Ἰωάννης Τσαγκάρης (Πατησίων 8) δὲν ἑορτάζει. — [1334, 339, 1507, 365]
text-column — [206, 167, 393, 2380]
notice-entry: —Ὁ κ. Ἰωάννης Καλλιμάνης (Ζαΐμη 15) δὲν θὰ δεχθῇ ἐπισκέψεις. — [400, 1385, 572, 1424]
notice-entry: —Ὁ κ. Ἰωάννης Κοσμᾶς (Καρνεάδου 23) δὲν θὰ δεχθῇ ἐπισκέψεις. — [587, 815, 759, 854]
notice-entry: —Ὁ κ. Ἰωάννης Πασχαλίδης (Κυψέλης 8) δὲν ἑορτάζει. — [961, 696, 1133, 722]
section-letter: Λ — [667, 1203, 679, 1221]
